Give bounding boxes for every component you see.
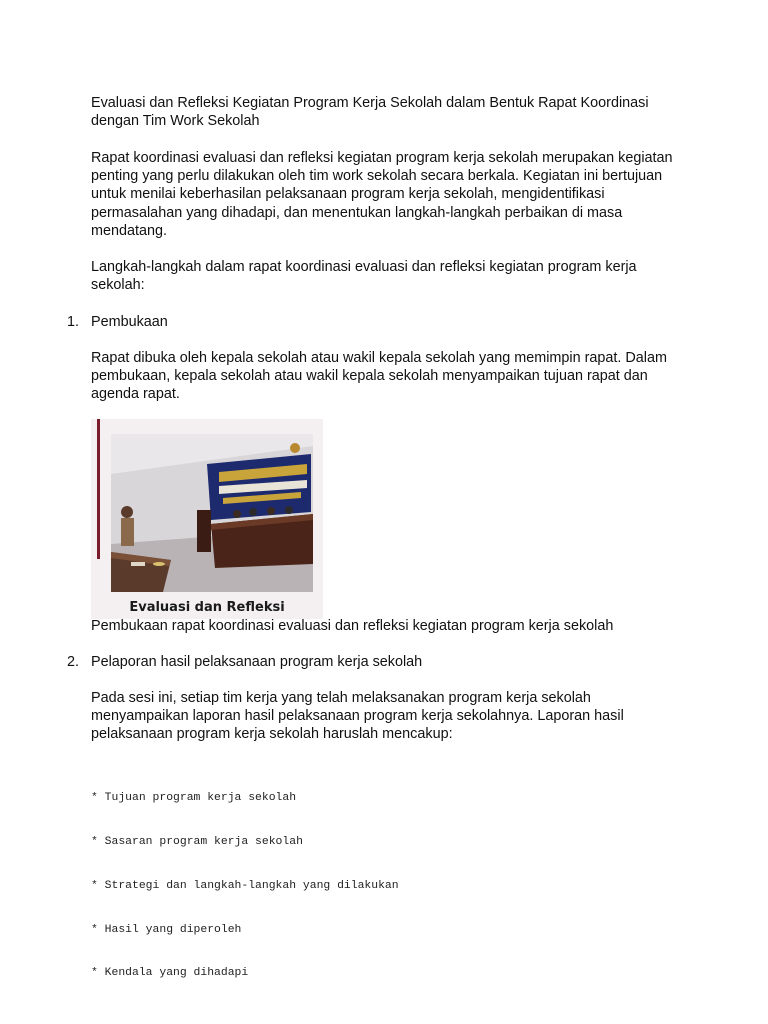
- photo-caption-overlay: Evaluasi dan Refleksi: [129, 600, 285, 615]
- section-2-heading: Pelaporan hasil pelaksanaan program kerja sekolah: [91, 654, 423, 670]
- document-title: Evaluasi dan Refleksi Kegiatan Program Kerja Sekolah dalam Bentuk Rapat Koordinasi dengan Tim Work Sekolah: [91, 95, 649, 130]
- photo-edge-stripe: [97, 419, 100, 559]
- meeting-photo: [111, 434, 313, 592]
- section-2-number: 2.: [67, 654, 80, 670]
- figure-caption: Pembukaan rapat koordinasi evaluasi dan refleksi kegiatan program kerja sekolah: [91, 618, 614, 634]
- list-item: * Strategi dan langkah-langkah yang dilakukan: [91, 879, 399, 892]
- meeting-photo-figure: [91, 419, 323, 619]
- report-items-list: [91, 762, 399, 1010]
- intro-paragraph: Rapat koordinasi evaluasi dan refleksi kegiatan program kerja sekolah merupakan kegiatan penting yang perlu dilakukan oleh tim work sekolah secara berkala. Kegiatan ini bertujuan untuk menilai keberhasilan pelaksanaan program kerja sekolah, mengidentifikasi permasalahan yang dihadapi, dan menentukan langkah-langkah perbaikan di masa mendatang.: [91, 150, 673, 239]
- list-item: * Hasil yang diperoleh: [91, 923, 242, 936]
- list-item: * Sasaran program kerja sekolah: [91, 835, 303, 848]
- steps-intro-paragraph: Langkah-langkah dalam rapat koordinasi evaluasi dan refleksi kegiatan program kerja sekolah:: [91, 259, 637, 294]
- list-item: * Kendala yang dihadapi: [91, 967, 249, 980]
- list-item: * Tujuan program kerja sekolah: [91, 792, 297, 805]
- section-1-heading: Pembukaan: [91, 314, 168, 330]
- section-1-number: 1.: [67, 314, 80, 330]
- section-2-body: Pada sesi ini, setiap tim kerja yang telah melaksanakan program kerja sekolah menyampaikan laporan hasil pelaksanaan program kerja sekolahnya. Laporan hasil pelaksanaan program kerja sekolah haruslah mencakup:: [91, 690, 624, 743]
- section-1-body: Rapat dibuka oleh kepala sekolah atau wakil kepala sekolah yang memimpin rapat. Dalam pembukaan, kepala sekolah atau wakil kepala sekolah menyampaikan tujuan rapat dan agenda rapat.: [91, 350, 667, 403]
